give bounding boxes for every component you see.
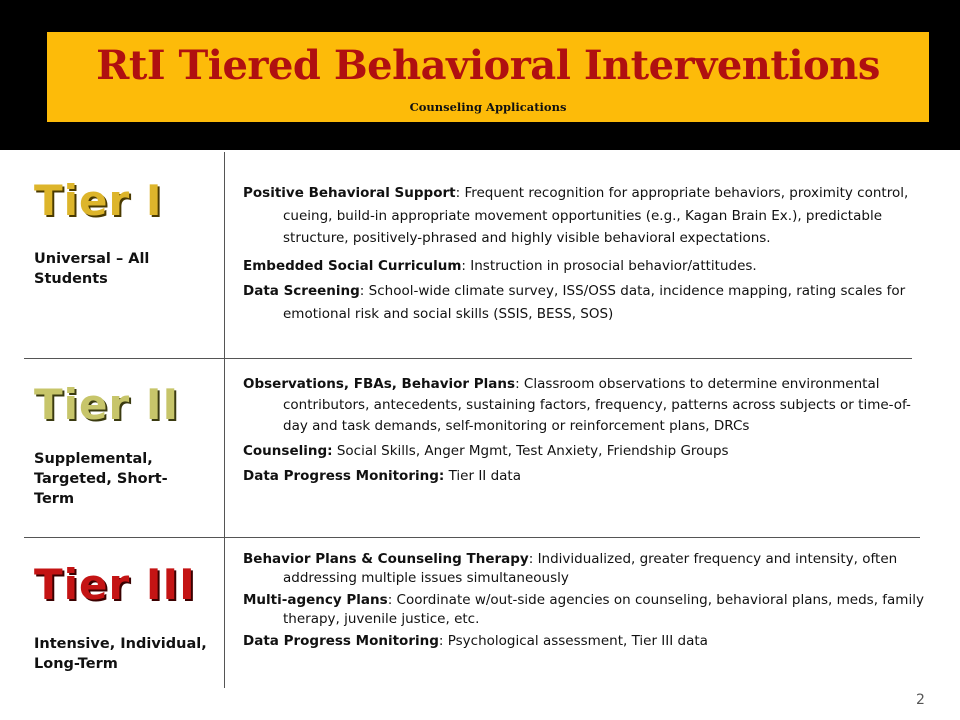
item-text: Psychological assessment, Tier III data: [447, 633, 708, 649]
item-text: Coordinate w/out-side agencies on counseling, behavioral plans, meds, family therapy, juvenile justice, etc.: [283, 592, 924, 627]
tier-1-item: Embedded Social Curriculum: Instruction in prosocial behavior/attitudes.: [243, 257, 757, 274]
tier-1-heading: Tier I: [34, 176, 163, 225]
tier-3-item: Behavior Plans & Counseling Therapy: Individualized, greater frequency and intensity, often addressing multiple issues simultaneously: [243, 551, 898, 586]
tier-1-item: Data Screening: School-wide climate survey, ISS/OSS data, incidence mapping, rating scales for emotional risk and social skills (SSIS, BESS, SOS): [243, 283, 906, 322]
tier-2-description: Supplemental, Targeted, Short-Term: [34, 451, 168, 507]
item-lead: Behavior Plans & Counseling Therapy: [243, 551, 529, 567]
item-text: Instruction in prosocial behavior/attitudes.: [470, 257, 757, 274]
item-text: Classroom observations to determine environmental contributors, antecedents, sustaining factors, frequency, patterns across subjects or time-of-day and task demands, self-monitoring or reinforcement plans, DRCs: [283, 376, 911, 434]
tier-1-description: Universal – All Students: [34, 251, 150, 287]
tier-2-item: [243, 466, 928, 487]
item-lead: Counseling:: [243, 443, 333, 459]
row-divider-2: [24, 537, 920, 538]
row-divider-1: [24, 358, 912, 359]
tier-3-content: [243, 550, 928, 651]
item-lead: Multi-agency Plans: [243, 592, 388, 608]
tier-3-heading: Tier III: [34, 560, 196, 609]
tier-1-item: Positive Behavioral Support: Frequent recognition for appropriate behaviors, proximity control, cueing, build-in appropriate movement opportunities (e.g., Kagan Brain Ex.), predictable structure, positively-phrased and highly visible behavioral expectations.: [243, 185, 909, 246]
title-bar: [0, 0, 960, 150]
item-text: Frequent recognition for appropriate behaviors, proximity control, cueing, build-in appropriate movement opportunities (e.g., Kagan Brain Ex.), predictable structure, positively-phrased and highly visible behavioral expectations.: [283, 185, 909, 246]
tier-1-content: [243, 182, 928, 325]
page-number: 2: [916, 692, 925, 708]
item-text: Social Skills, Anger Mgmt, Test Anxiety, Friendship Groups: [336, 443, 729, 459]
tier-3-item: Multi-agency Plans: Coordinate w/out-side agencies on counseling, behavioral plans, meds, family therapy, juvenile justice, etc.: [243, 592, 924, 627]
item-lead: Positive Behavioral Support: [243, 185, 456, 201]
item-lead: Observations, FBAs, Behavior Plans: [243, 376, 516, 392]
item-lead: Data Progress Monitoring:: [243, 468, 445, 484]
slide-title: RtI Tiered Behavioral Interventions: [96, 42, 880, 89]
tier-2-item: [243, 441, 928, 462]
title-box: [47, 32, 929, 122]
column-divider: [224, 152, 225, 688]
tier-3-description: Intensive, Individual, Long-Term: [34, 636, 207, 672]
item-lead: Embedded Social Curriculum: [243, 257, 462, 274]
tier-2-item: Observations, FBAs, Behavior Plans: Classroom observations to determine environmental contributors, antecedents, sustaining factors, frequency, patterns across subjects or time-of-day and task demands, self-monitoring or reinforcement plans, DRCs: [243, 376, 911, 434]
tier-3-item: Data Progress Monitoring: Psychological assessment, Tier III data: [243, 633, 708, 649]
slide-subtitle: Counseling Applications: [409, 100, 567, 114]
tier-2-heading: Tier II: [34, 380, 180, 429]
item-text: Tier II data: [448, 468, 521, 484]
item-lead: Data Progress Monitoring: [243, 633, 439, 649]
item-lead: Data Screening: [243, 283, 360, 299]
item-text: School-wide climate survey, ISS/OSS data, incidence mapping, rating scales for emotional risk and social skills (SSIS, BESS, SOS): [283, 283, 906, 322]
item-text: Individualized, greater frequency and intensity, often addressing multiple issues simultaneously: [283, 551, 898, 586]
tier-2-content: [243, 374, 928, 487]
